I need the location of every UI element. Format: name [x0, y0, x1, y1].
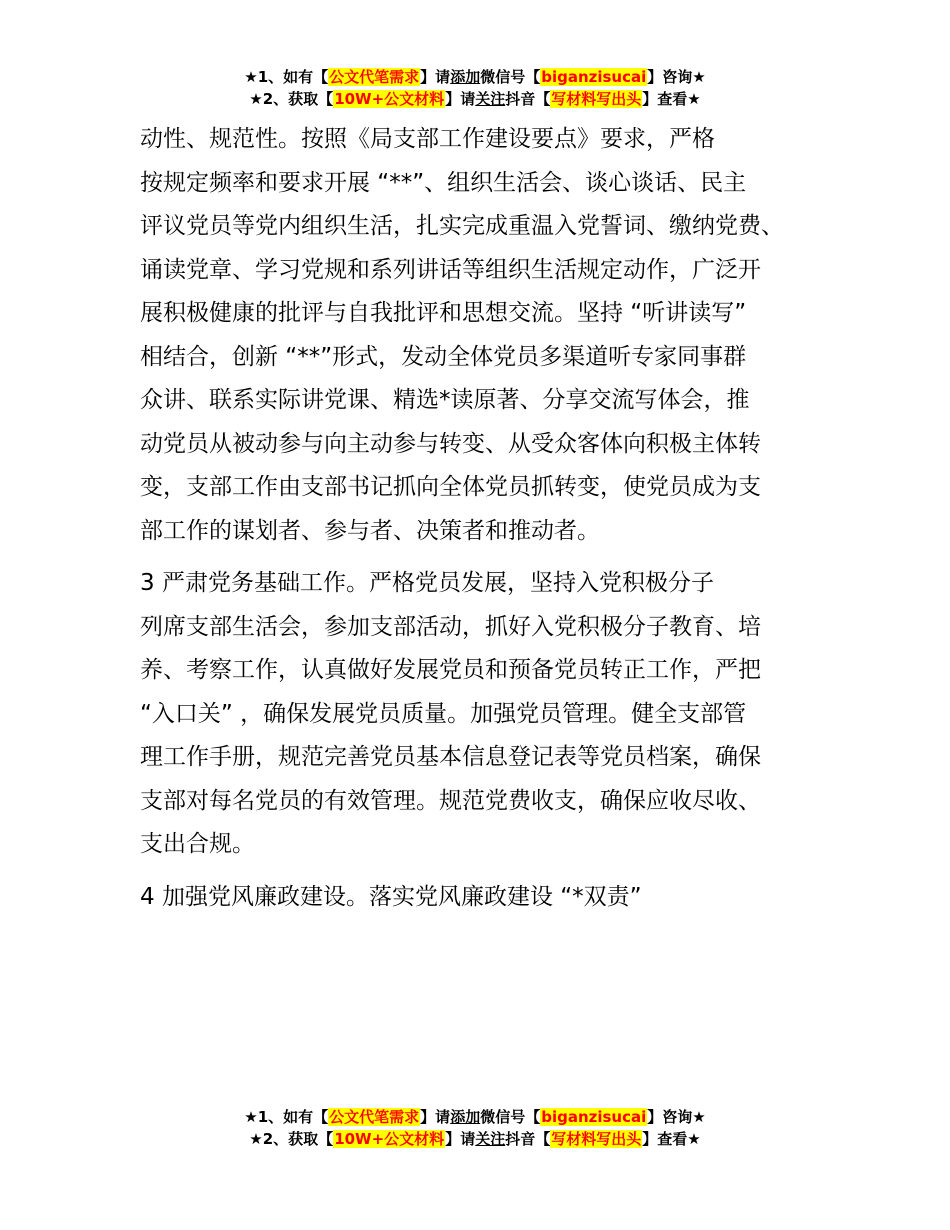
highlight-service: 公文代笔需求: [329, 1108, 420, 1126]
text-line: 展积极健康的批评与自我批评和思想交流。坚持 “听讲读写”: [140, 300, 747, 326]
footer-promo-line-1: ★1、如有【公文代笔需求】请添加微信号【biganzisucai】咨询★: [244, 1108, 706, 1126]
highlight-wechat-id: biganzisucai: [541, 1108, 647, 1126]
text-line: 理工作手册，规范完善党员基本信息登记表等党员档案，确保: [140, 744, 761, 770]
text-line: 支出合规。: [140, 831, 255, 857]
text-line: 养、考察工作，认真做好发展党员和预备党员转正工作，严把: [140, 657, 761, 683]
header-promo: [0, 66, 950, 110]
text-line: 相结合，创新 “**”形式，发动全体党员多渠道听专家同事群: [140, 343, 747, 370]
text-line: 变，支部工作由支部书记抓向全体党员抓转变，使党员成为支: [140, 474, 761, 500]
footer-promo-line-2: ★2、获取【10W+公文材料】请关注抖音【写材料写出头】查看★: [249, 1130, 701, 1148]
text-line: 4 加强党风廉政建设。落实党风廉政建设 “*双责”: [140, 884, 642, 910]
text-line: 动党员从被动参与向主动参与转变、从受众客体向积极主体转: [140, 430, 761, 457]
highlight-service: 公文代笔需求: [329, 68, 420, 86]
header-promo-line-2: ★2、获取【10W+公文材料】请关注抖音【写材料写出头】查看★: [249, 90, 701, 108]
text-line: 3 严肃党务基础工作。严格党员发展，坚持入党积极分子: [140, 570, 714, 596]
text-line: 按规定频率和要求开展 “**”、组织生活会、谈心谈话、民主: [140, 169, 747, 196]
document-paragraph-2: [140, 562, 830, 867]
text-line: “入口关” ，确保发展党员质量。加强党员管理。健全支部管: [140, 700, 747, 727]
text-line: 众讲、联系实际讲党课、精选*读原著、分享交流写体会，推: [140, 387, 750, 413]
highlight-materials: 10W+公文材料: [334, 90, 445, 108]
text-line: 支部对每名党员的有效管理。规范党费收支，确保应收尽收、: [140, 787, 761, 814]
footer-promo: [0, 1106, 950, 1150]
highlight-wechat-id: biganzisucai: [541, 68, 647, 86]
text-line: 诵读党章、学习党规和系列讲话等组织生活规定动作，广泛开: [140, 256, 761, 283]
document-paragraph-1: [140, 118, 830, 553]
text-line: 动性、规范性。按照《局支部工作建设要点》要求，严格: [140, 126, 715, 152]
document-paragraph-3: [140, 876, 830, 920]
highlight-douyin: 写材料写出头: [551, 90, 642, 108]
highlight-materials: 10W+公文材料: [334, 1130, 445, 1148]
text-line: 部工作的谋划者、参与者、决策者和推动者。: [140, 517, 600, 544]
text-line: 列席支部生活会，参加支部活动，抓好入党积极分子教育、培: [140, 613, 761, 640]
text-line: 评议党员等党内组织生活，扎实完成重温入党誓词、缴纳党费、: [140, 213, 784, 239]
header-promo-line-1: ★1、如有【公文代笔需求】请添加微信号【biganzisucai】咨询★: [244, 68, 706, 86]
highlight-douyin: 写材料写出头: [551, 1130, 642, 1148]
